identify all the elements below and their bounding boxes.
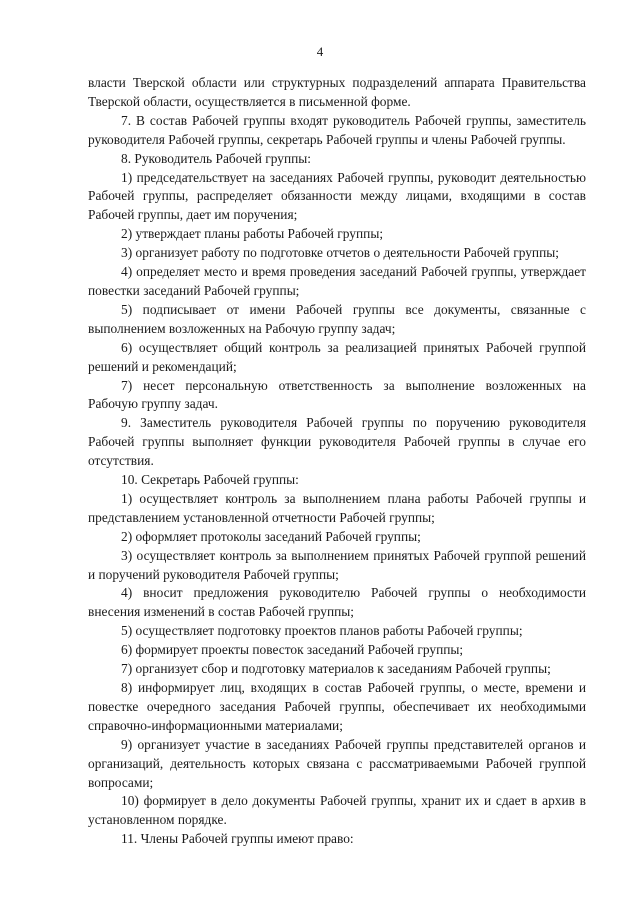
document-paragraph: 9. Заместитель руководителя Рабочей группы по поручению руководителя Рабочей группы выполняет функции руководителя Рабочей группы в случае его отсутствия. [88,415,586,469]
document-paragraph: 6) осуществляет общий контроль за реализацией принятых Рабочей группой решений и рекомендаций; [88,339,586,374]
document-paragraph: 7) организует сбор и подготовку материалов к заседаниям Рабочей группы; [121,661,551,677]
document-paragraph: 7. В состав Рабочей группы входят руководитель Рабочей группы, заместитель руководителя Рабочей группы, секретарь Рабочей группы и члены Рабочей группы. [88,112,586,147]
document-paragraph: 6) формирует проекты повесток заседаний Рабочей группы; [121,642,464,658]
document-paragraph: 5) подписывает от имени Рабочей группы все документы, связанные с выполнением возложенных на Рабочую группу задач; [88,301,586,336]
document-paragraph: 1) председательствует на заседаниях Рабочей группы, руководит деятельностью Рабочей группы, распределяет обязанности между лицами, входящими в состав Рабочей группы, дает им поручения; [88,169,586,223]
document-paragraph: 8) информирует лиц, входящих в состав Рабочей группы, о месте, времени и повестке очередного заседания Рабочей группы, обеспечивает их необходимыми справочно-информационными материалами; [88,680,586,733]
document-paragraph: 5) осуществляет подготовку проектов планов работы Рабочей группы; [121,623,523,639]
document-paragraph: 2) утверждает планы работы Рабочей группы; [121,226,384,242]
document-paragraph: 7) несет персональную ответственность за выполнение возложенных на Рабочую группу задач. [88,377,586,412]
page-number: 4 [316,44,324,59]
document-paragraph: 11. Члены Рабочей группы имеют право: [121,831,354,847]
document-paragraph: 8. Руководитель Рабочей группы: [121,150,312,166]
document-body [88,74,586,849]
document-paragraph: власти Тверской области или структурных подразделений аппарата Правительства Тверской области, осуществляется в письменной форме. [88,75,586,109]
document-paragraph: 10. Секретарь Рабочей группы: [121,472,299,488]
document-paragraph: 10) формирует в дело документы Рабочей группы, хранит их и сдает в архив в установленном порядке. [88,793,586,828]
document-paragraph: 4) определяет место и время проведения заседаний Рабочей группы, утверждает повестки заседаний Рабочей группы; [88,264,586,298]
document-paragraph: 3) организует работу по подготовке отчетов о деятельности Рабочей группы; [121,245,559,261]
document-paragraph: 9) организует участие в заседаниях Рабочей группы представителей органов и организаций, деятельность которых связана с рассматриваемыми Рабочей группой вопросами; [88,736,586,790]
document-paragraph: 2) оформляет протоколы заседаний Рабочей группы; [121,528,421,544]
document-paragraph: 3) осуществляет контроль за выполнением принятых Рабочей группой решений и поручений руководителя Рабочей группы; [88,547,586,582]
document-paragraph: 4) вносит предложения руководителю Рабочей группы о необходимости внесения изменений в состав Рабочей группы; [88,585,586,620]
document-paragraph: 1) осуществляет контроль за выполнением плана работы Рабочей группы и представлением установленной отчетности Рабочей группы; [88,490,586,525]
